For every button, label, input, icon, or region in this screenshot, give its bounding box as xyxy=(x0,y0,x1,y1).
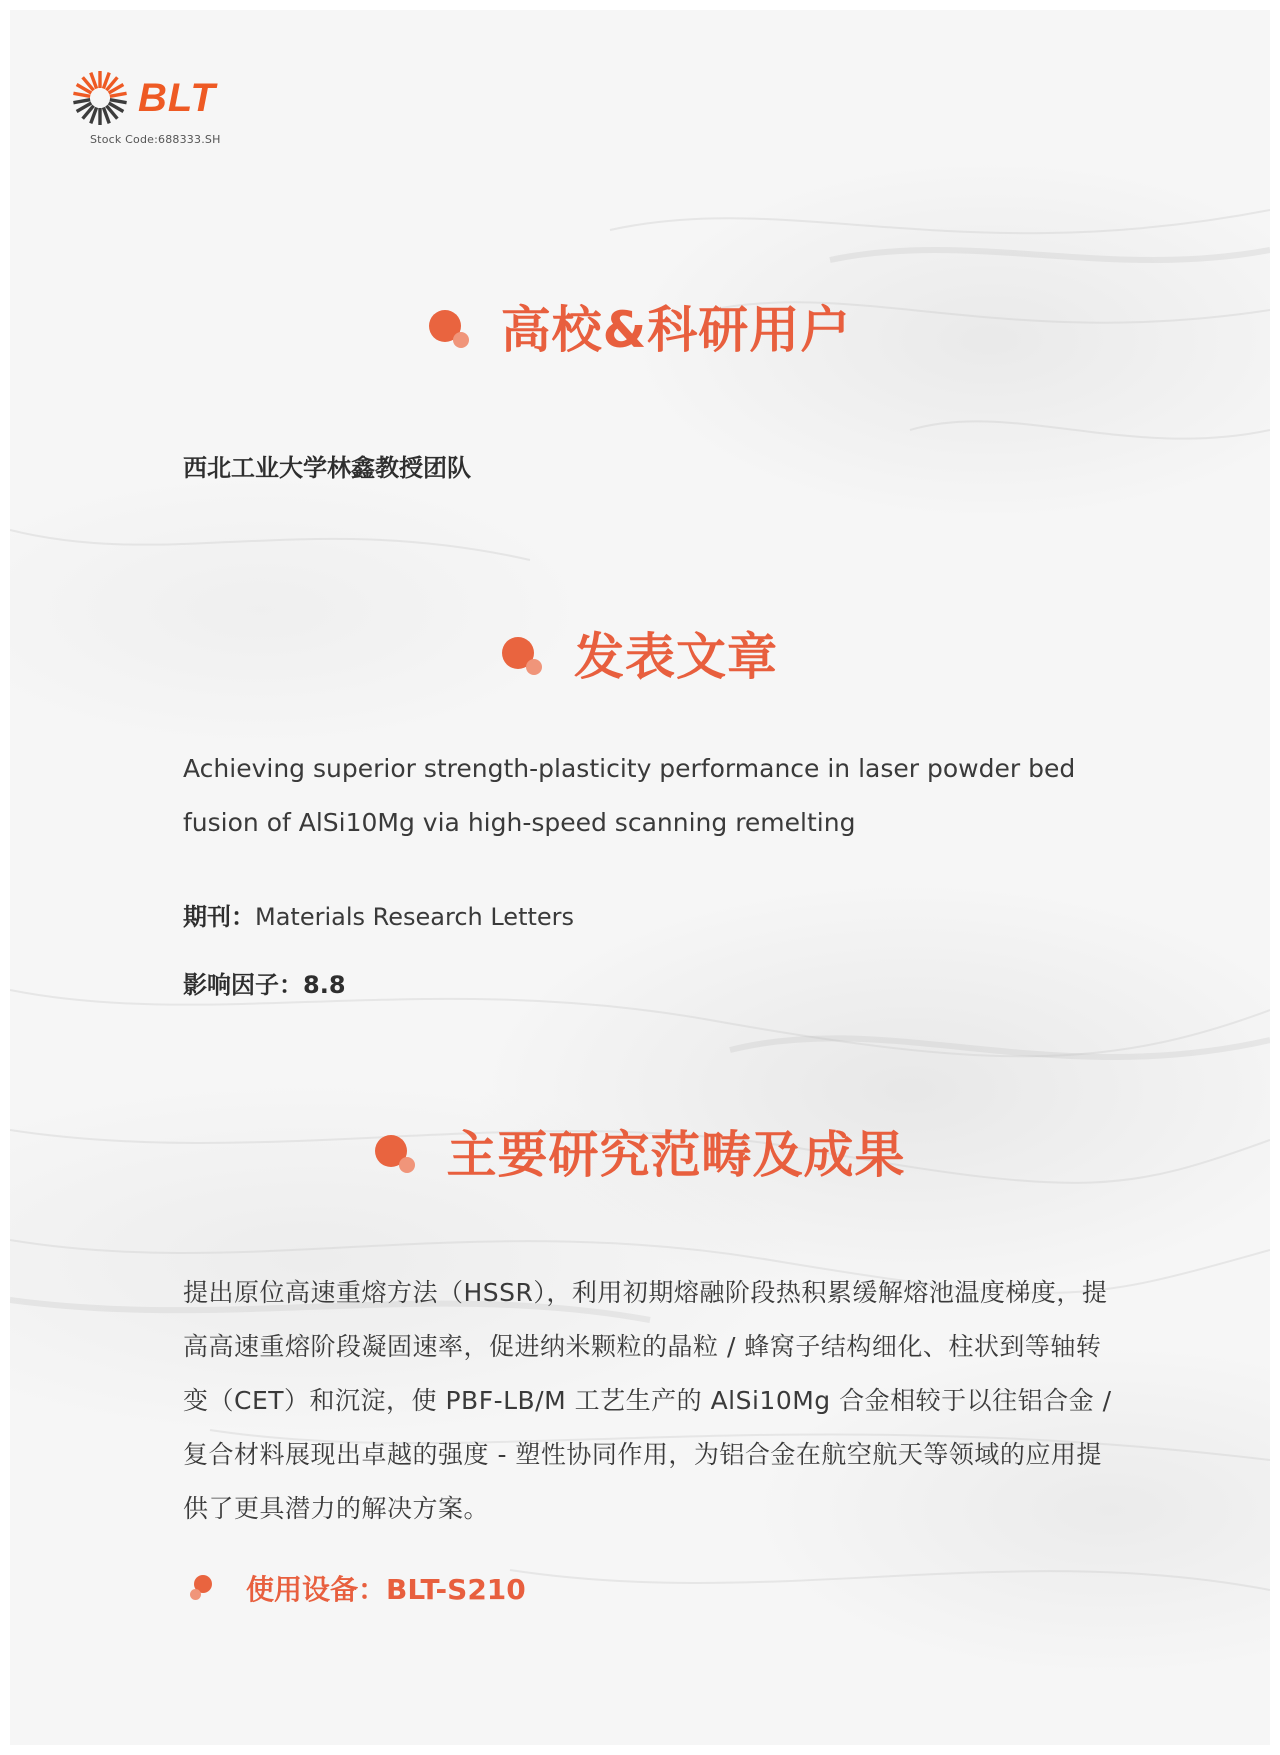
paper-title: Achieving superior strength-plasticity performance in laser powder bed fusion of AlSi10Mg via high-speed scanning remelting xyxy=(183,754,1076,837)
section-title-users xyxy=(10,300,1270,380)
research-title: 主要研究范畴及成果 xyxy=(446,1126,906,1184)
section-title-publication xyxy=(10,627,1270,707)
bullet-dot-icon xyxy=(375,1135,417,1175)
equipment-line xyxy=(190,1568,526,1608)
equipment-text: 使用设备：BLT-S210 xyxy=(246,1573,526,1606)
blt-logo xyxy=(70,68,270,158)
research-body: 提出原位高速重熔方法（HSSR），利用初期熔融阶段热积累缓解熔池温度梯度，提高高速重熔阶段凝固速率，促进纳米颗粒的晶粒 / 蜂窝子结构细化、柱状到等轴转变（CET）和沉淀，使 PBF-LB/M 工艺生产的 AlSi10Mg 合金相较于以往铝合金 / 复合材料展现出卓越的强度 - 塑性协同作用，为铝合金在航空航天等领域的应用提供了更具潜力的解决方案。 xyxy=(183,1278,1112,1523)
journal-label: 期刊： xyxy=(183,903,255,931)
journal-line xyxy=(183,897,1113,932)
journal-value: Materials Research Letters xyxy=(255,903,575,931)
logo-text: BLT xyxy=(138,76,216,120)
bullet-dot-icon xyxy=(502,637,544,677)
research-team: 西北工业大学林鑫教授团队 xyxy=(183,454,471,482)
section-title-research xyxy=(10,1125,1270,1205)
bullet-dot-icon xyxy=(190,1575,216,1601)
document-page xyxy=(10,10,1270,1745)
stock-code: Stock Code:688333.SH xyxy=(90,133,221,146)
sunburst-logo-icon xyxy=(70,68,130,128)
impact-value: 8.8 xyxy=(303,971,346,999)
bullet-dot-icon xyxy=(429,310,471,350)
impact-factor-line xyxy=(183,965,1113,1000)
users-title: 高校&科研用户 xyxy=(500,301,852,359)
impact-label: 影响因子： xyxy=(183,971,303,999)
publication-title: 发表文章 xyxy=(574,628,778,686)
